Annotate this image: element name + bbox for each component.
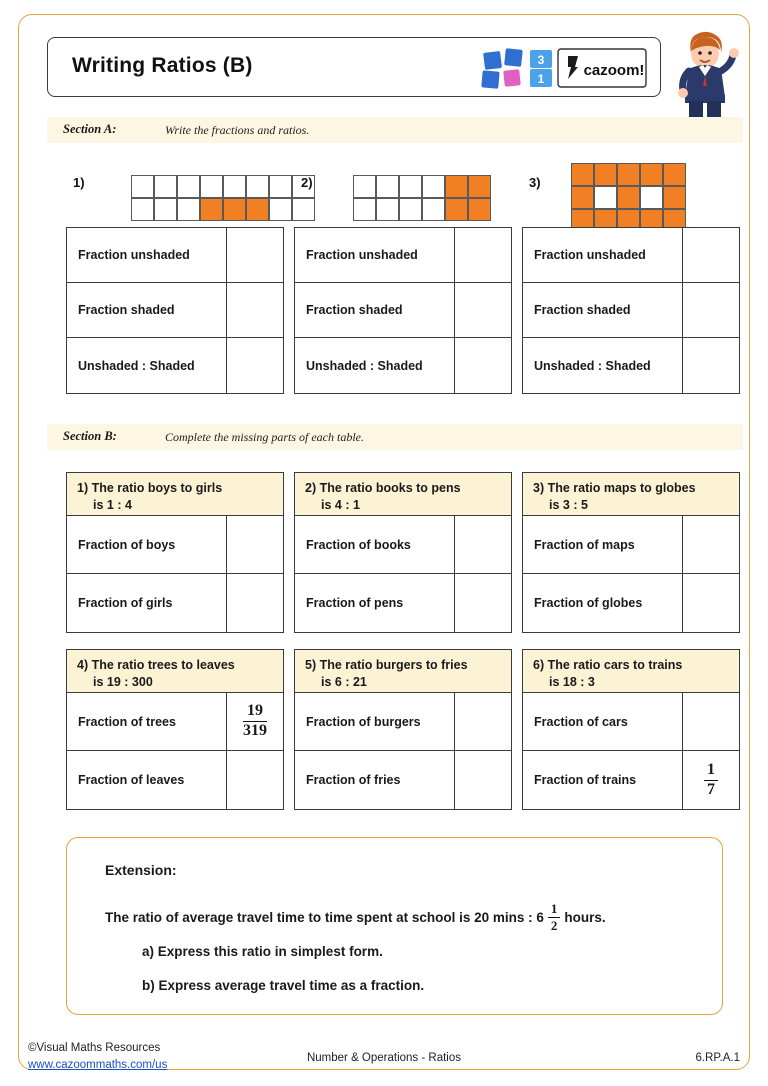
table-row — [67, 516, 283, 574]
section-b-label: Section B: — [63, 429, 117, 443]
answer-cell[interactable] — [682, 228, 739, 282]
row-label: Unshaded : Shaded — [534, 358, 651, 373]
row-label: Fraction of pens — [306, 596, 404, 610]
table-row — [523, 574, 739, 632]
extension-box — [66, 837, 723, 1015]
heading-line-2: is 6 : 21 — [321, 674, 367, 689]
table-row — [295, 693, 511, 751]
grid-cell-unshaded — [131, 198, 154, 221]
svg-text:1: 1 — [537, 72, 545, 86]
grid-cell-unshaded — [422, 175, 445, 198]
table-row — [295, 228, 511, 283]
table-number: 6) — [533, 658, 545, 672]
footer-topic: Number & Operations - Ratios — [306, 1052, 462, 1064]
table-number: 3) — [533, 481, 545, 495]
section-b-bar — [47, 424, 743, 450]
grid-cell-unshaded — [353, 198, 376, 221]
grid-cell-unshaded — [223, 175, 246, 198]
section-a-label: Section A: — [63, 122, 117, 136]
answer-cell[interactable] — [682, 574, 739, 632]
answer-cell[interactable] — [226, 338, 283, 393]
row-label: Fraction of burgers — [306, 714, 421, 729]
shaded-grid-1 — [131, 175, 315, 221]
table-row — [523, 338, 739, 393]
answer-table-a1 — [66, 227, 284, 394]
grid-cell-shaded — [663, 163, 686, 186]
extension-prompt — [105, 902, 606, 932]
table-heading — [295, 473, 511, 516]
page-title: Writing Ratios (B) — [72, 54, 253, 77]
question-a3-number: 3) — [529, 175, 541, 190]
grid-cell-shaded — [468, 198, 491, 221]
heading-line-1: The ratio trees to leaves — [91, 658, 235, 672]
svg-text:cazoom!: cazoom! — [583, 62, 645, 79]
answer-cell[interactable] — [454, 751, 511, 809]
answer-cell[interactable] — [454, 693, 511, 750]
grid-cell-unshaded — [177, 175, 200, 198]
row-label: Unshaded : Shaded — [306, 358, 423, 373]
table-heading — [67, 650, 283, 693]
fraction-answer — [243, 703, 267, 740]
extension-prompt-part1: The ratio of average travel time to time spent at school is 20 mins : 6 — [105, 909, 544, 925]
extension-prompt-part2: hours. — [564, 909, 606, 925]
row-label: Fraction of leaves — [78, 773, 185, 787]
table-row — [67, 338, 283, 393]
answer-table-a2 — [294, 227, 512, 394]
heading-line-2: is 1 : 4 — [93, 497, 132, 512]
row-label: Fraction shaded — [534, 303, 631, 317]
answer-cell[interactable] — [682, 516, 739, 573]
row-label: Fraction of books — [306, 537, 411, 552]
table-row — [523, 751, 739, 809]
answer-cell[interactable] — [682, 693, 739, 750]
row-label: Fraction unshaded — [306, 248, 418, 262]
heading-line-1: The ratio books to pens — [319, 481, 461, 495]
answer-cell[interactable] — [226, 574, 283, 632]
table-heading — [523, 473, 739, 516]
section-a-bar — [47, 117, 743, 143]
table-row — [295, 516, 511, 574]
ratio-table-3 — [522, 472, 740, 633]
grid-cell-unshaded — [422, 198, 445, 221]
row-label: Unshaded : Shaded — [78, 358, 195, 373]
grid-cell-shaded — [617, 186, 640, 209]
extension-title: Extension: — [105, 862, 177, 878]
answer-cell[interactable] — [226, 228, 283, 282]
table-row — [67, 693, 283, 751]
row-label: Fraction of maps — [534, 537, 635, 552]
shaded-grid-3 — [571, 163, 686, 232]
footer-website-link[interactable]: www.cazoommaths.com/us — [28, 1059, 168, 1071]
table-row — [67, 283, 283, 338]
question-a1-number: 1) — [73, 175, 85, 190]
answer-table-a3 — [522, 227, 740, 394]
table-row — [523, 228, 739, 283]
table-row — [523, 283, 739, 338]
answer-cell[interactable] — [682, 283, 739, 337]
grid-cell-unshaded — [640, 186, 663, 209]
row-label: Fraction of boys — [78, 537, 176, 552]
answer-cell[interactable] — [454, 283, 511, 337]
extension-item-a: a) Express this ratio in simplest form. — [142, 944, 383, 959]
section-b-description: Complete the missing parts of each table. — [165, 430, 364, 444]
row-label: Fraction unshaded — [534, 248, 646, 262]
grid-cell-shaded — [200, 198, 223, 221]
fraction-answer — [704, 762, 718, 799]
answer-cell[interactable] — [454, 338, 511, 393]
worksheet-page — [18, 14, 750, 1070]
row-label: Fraction unshaded — [78, 248, 190, 262]
table-number: 4) — [77, 658, 89, 672]
heading-line-1: The ratio cars to trains — [547, 658, 683, 672]
heading-line-1: The ratio boys to girls — [91, 481, 223, 495]
footer-copyright: ©Visual Maths Resources — [28, 1042, 161, 1054]
grid-cell-unshaded — [269, 198, 292, 221]
grid-cell-unshaded — [376, 198, 399, 221]
grid-cell-shaded — [246, 198, 269, 221]
heading-line-2: is 3 : 5 — [549, 497, 588, 512]
table-heading — [295, 650, 511, 693]
grid-cell-unshaded — [200, 175, 223, 198]
table-row — [67, 574, 283, 632]
grid-cell-shaded — [663, 186, 686, 209]
grid-cell-shaded — [571, 186, 594, 209]
grid-cell-shaded — [571, 163, 594, 186]
grid-cell-unshaded — [292, 198, 315, 221]
grid-cell-shaded — [445, 198, 468, 221]
ratio-table-5 — [294, 649, 512, 810]
row-label: Fraction of cars — [534, 714, 628, 729]
grid-cell-unshaded — [399, 175, 422, 198]
answer-cell[interactable] — [454, 574, 511, 632]
grid-cell-unshaded — [131, 175, 154, 198]
grid-cell-shaded — [445, 175, 468, 198]
grid-cell-unshaded — [399, 198, 422, 221]
grid-cell-shaded — [617, 163, 640, 186]
shaded-grid-2 — [353, 175, 491, 221]
table-number: 2) — [305, 481, 317, 495]
answer-cell[interactable] — [226, 516, 283, 573]
answer-cell[interactable] — [226, 751, 283, 809]
mixed-denominator: 2 — [550, 917, 558, 933]
mixed-fraction — [548, 902, 561, 932]
table-row — [523, 693, 739, 751]
ratio-table-1 — [66, 472, 284, 633]
answer-cell[interactable] — [682, 338, 739, 393]
fraction-numerator: 1 — [704, 762, 718, 781]
table-row — [295, 574, 511, 632]
grid-cell-unshaded — [154, 175, 177, 198]
fraction-numerator: 19 — [243, 703, 267, 722]
grid-cell-shaded — [223, 198, 246, 221]
table-number: 1) — [77, 481, 89, 495]
heading-line-1: The ratio burgers to fries — [319, 658, 468, 672]
heading-line-2: is 4 : 1 — [321, 497, 360, 512]
grid-cell-unshaded — [154, 198, 177, 221]
row-label: Fraction of trains — [534, 773, 637, 787]
grid-cell-unshaded — [269, 175, 292, 198]
section-a-description: Write the fractions and ratios. — [165, 123, 310, 137]
table-row — [67, 751, 283, 809]
table-row — [295, 751, 511, 809]
answer-cell[interactable] — [226, 693, 283, 750]
answer-cell[interactable] — [454, 516, 511, 573]
answer-cell[interactable] — [226, 283, 283, 337]
answer-cell[interactable] — [682, 751, 739, 809]
row-label: Fraction shaded — [78, 303, 175, 317]
header-box — [47, 37, 661, 97]
table-row — [295, 283, 511, 338]
heading-line-1: The ratio maps to globes — [547, 481, 696, 495]
svg-text:3: 3 — [537, 53, 545, 67]
ratio-table-4 — [66, 649, 284, 810]
grid-cell-shaded — [594, 163, 617, 186]
grid-cell-unshaded — [353, 175, 376, 198]
table-number: 5) — [305, 658, 317, 672]
grid-cell-unshaded — [177, 198, 200, 221]
fraction-denominator: 7 — [707, 780, 715, 798]
table-heading — [523, 650, 739, 693]
table-row — [295, 338, 511, 393]
question-a2-number: 2) — [301, 175, 313, 190]
table-row — [67, 228, 283, 283]
mixed-numerator: 1 — [548, 902, 561, 918]
row-label: Fraction of fries — [306, 773, 401, 787]
row-label: Fraction of trees — [78, 714, 176, 729]
fraction-denominator: 319 — [243, 722, 267, 739]
row-label: Fraction shaded — [306, 303, 403, 317]
grid-cell-unshaded — [594, 186, 617, 209]
row-label: Fraction of girls — [78, 596, 173, 610]
table-row — [523, 516, 739, 574]
row-label: Fraction of globes — [534, 596, 643, 610]
ratio-table-6 — [522, 649, 740, 810]
heading-line-2: is 19 : 300 — [93, 674, 153, 689]
footer-standard-code: 6.RP.A.1 — [695, 1052, 740, 1064]
ratio-table-2 — [294, 472, 512, 633]
mascot-illustration — [669, 31, 743, 125]
heading-line-2: is 18 : 3 — [549, 674, 595, 689]
table-heading — [67, 473, 283, 516]
cazoom-logo — [478, 46, 650, 90]
grid-cell-shaded — [640, 163, 663, 186]
grid-cell-unshaded — [376, 175, 399, 198]
answer-cell[interactable] — [454, 228, 511, 282]
grid-cell-unshaded — [246, 175, 269, 198]
grid-cell-shaded — [468, 175, 491, 198]
extension-item-b: b) Express average travel time as a fraction. — [142, 978, 425, 993]
